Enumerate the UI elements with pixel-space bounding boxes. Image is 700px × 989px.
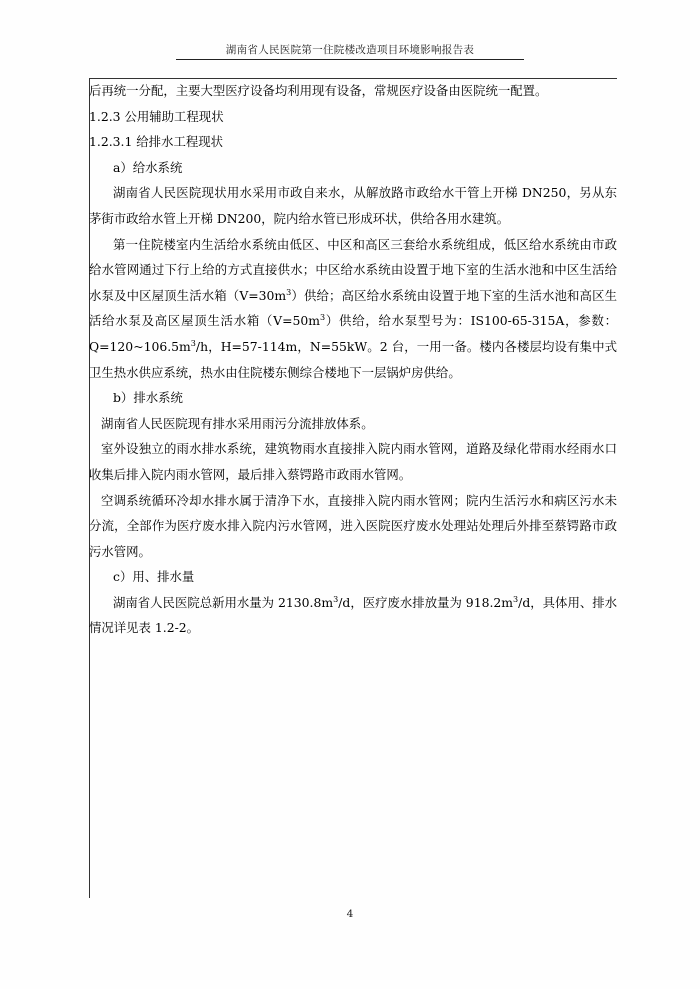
document-paragraph: 湖南省人民医院总新用水量为 $2130.8m^3/d$，医疗废水排放量为 $918.2m^3/d$，具体用、排水情况详见表 1.2-2。 (89, 594, 618, 636)
document-paragraph: 湖南省人民医院现有排水采用雨污分流排放体系。 (101, 415, 374, 431)
document-paragraph: a）给水系统 (113, 159, 183, 175)
document-paragraph: 1.2.3 公用辅助工程现状 (89, 108, 224, 124)
document-paragraph: b）排水系统 (113, 390, 183, 406)
page-header: 湖南省人民医院第一住院楼改造项目环境影响报告表 (225, 44, 475, 56)
document-paragraph: 湖南省人民医院现状用水采用市政自来水，从解放路市政给水干管上开梯 DN250，另从东茅街市政给水管上开梯 DN200，院内给水管已形成环状，供给各用水建筑。 (89, 185, 617, 226)
document-paragraph: 第一住院楼室内生活给水系统由低区、中区和高区三套给水系统组成，低区给水系统由市政给水管网通过下行上给的方式直接供水；中区给水系统由设置于地下室的生活水池和中区生活给水泵及中区屋顶生活水箱$(V=30m^3)$供给；高区给水系统由设置于地下室的生活水池和高区生活给水泵及高区屋顶生活水箱$(V=50m^3)$供给，给水泵型号为：IS100-65-315A，参数：$Q=120\sim 106.5m^3/h$，H=57-114m，N=55kW。2 台，一用一备。楼内各楼层均设有集中式卫生热水供应系统，热水由住院楼东侧综合楼地下一层锅炉房供给。 (89, 236, 617, 380)
document-body (89, 78, 617, 641)
page-number: 4 (346, 908, 354, 920)
document-paragraph: 室外设独立的雨水排水系统，建筑物雨水直接排入院内雨水管网，道路及绿化带雨水经雨水口收集后排入院内雨水管网，最后排入蔡锷路市政雨水管网。 (89, 441, 617, 482)
header-divider (176, 59, 524, 60)
document-paragraph: 后再统一分配，主要大型医疗设备均利用现有设备，常规医疗设备由医院统一配置。 (89, 83, 548, 98)
document-paragraph: 空调系统循环冷却水排水属于清净下水，直接排入院内雨水管网；院内生活污水和病区污水未分流，全部作为医疗废水排入院内污水管网，进入医院医疗废水处理站处理后外排至蔡锷路市政污水管网。 (89, 492, 617, 559)
document-paragraph: 1.2.3.1 给排水工程现状 (89, 134, 224, 150)
document-paragraph: c）用、排水量 (113, 569, 195, 585)
